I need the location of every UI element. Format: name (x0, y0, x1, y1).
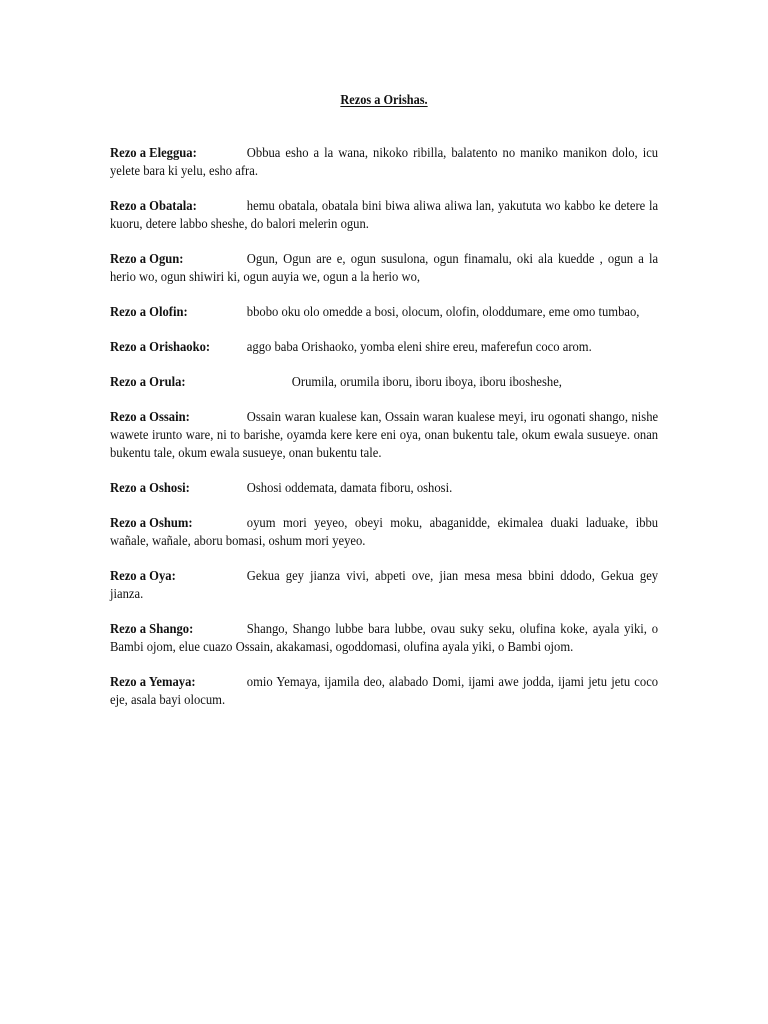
prayer-text: Obbua esho a la wana, nikoko ribilla, balatento no maniko manikon dolo, icu yelete bara ki yelu, esho afra. (110, 146, 659, 179)
prayer-list (110, 145, 658, 727)
prayer-label: Rezo a Oshosi: (110, 481, 190, 496)
prayer-label: Rezo a Ogun: (110, 252, 184, 267)
prayer-text: Gekua gey jianza vivi, abpeti ove, jian mesa mesa bbini ddodo, Gekua gey jianza. (110, 569, 659, 602)
prayer-label: Rezo a Eleggua: (110, 146, 197, 161)
prayer-text: Ogun, Ogun are e, ogun susulona, ogun finamalu, oki ala kuedde , ogun a la herio wo, ogun shiwiri ki, ogun auyia we, ogun a la herio wo, (110, 252, 659, 285)
prayer-text: omio Yemaya, ijamila deo, alabado Domi, ijami awe jodda, ijami jetu jetu coco eje, asala bayi olocum. (110, 675, 659, 708)
prayer-text: Oshosi oddemata, damata fiboru, oshosi. (246, 481, 453, 496)
prayer-paragraph (110, 198, 658, 234)
prayer-label: Rezo a Orula: (110, 375, 186, 390)
prayer-label: Rezo a Ossain: (110, 410, 190, 425)
prayer-paragraph (110, 409, 658, 463)
prayer-text: bbobo oku olo omedde a bosi, olocum, olofin, oloddumare, eme omo tumbao, (246, 305, 640, 320)
prayer-label: Rezo a Orishaoko: (110, 340, 211, 355)
prayer-paragraph (110, 674, 658, 710)
prayer-text: aggo baba Orishaoko, yomba eleni shire ereu, maferefun coco arom. (246, 340, 592, 355)
prayer-label: Rezo a Oshum: (110, 516, 193, 531)
prayer-label: Rezo a Obatala: (110, 199, 197, 214)
prayer-paragraph (110, 339, 658, 357)
prayer-text: hemu obatala, obatala bini biwa aliwa aliwa lan, yakututa wo kabbo ke detere la kuoru, detere labbo sheshe, do balori melerin ogun. (110, 199, 659, 232)
prayer-label: Rezo a Oya: (110, 569, 176, 584)
document-title: Rezos a Orishas. (340, 93, 428, 108)
prayer-paragraph (110, 568, 658, 604)
prayer-text: Shango, Shango lubbe bara lubbe, ovau suky seku, olufina koke, ayala yiki, o Bambi ojom, elue cuazo Ossain, akakamasi, ogoddomasi, olufina ayala yiki, o Bambi ojom. (110, 622, 659, 655)
prayer-text: Ossain waran kualese kan, Ossain waran kualese meyi, iru ogonati shango, nishe wawete irunto ware, ni to barishe, oyamda kere kere eni oya, onan bukentu tale, okum ewala susueye. onan bukentu tale, okum ewala susueye, onan bukentu tale. (110, 410, 659, 461)
prayer-paragraph (110, 251, 658, 287)
prayer-paragraph (110, 515, 658, 551)
prayer-label: Rezo a Yemaya: (110, 675, 196, 690)
prayer-paragraph (110, 480, 658, 498)
prayer-label: Rezo a Olofin: (110, 305, 188, 320)
prayer-text: oyum mori yeyeo, obeyi moku, abaganidde, ekimalea duaki laduake, ibbu wañale, wañale, aboru bomasi, oshum mori yeyeo. (110, 516, 659, 549)
prayer-paragraph (110, 621, 658, 657)
prayer-paragraph (110, 374, 658, 392)
prayer-paragraph (110, 304, 658, 322)
prayer-label: Rezo a Shango: (110, 622, 194, 637)
prayer-text: Orumila, orumila iboru, iboru iboya, iboru ibosheshe, (291, 375, 562, 390)
prayer-paragraph (110, 145, 658, 181)
